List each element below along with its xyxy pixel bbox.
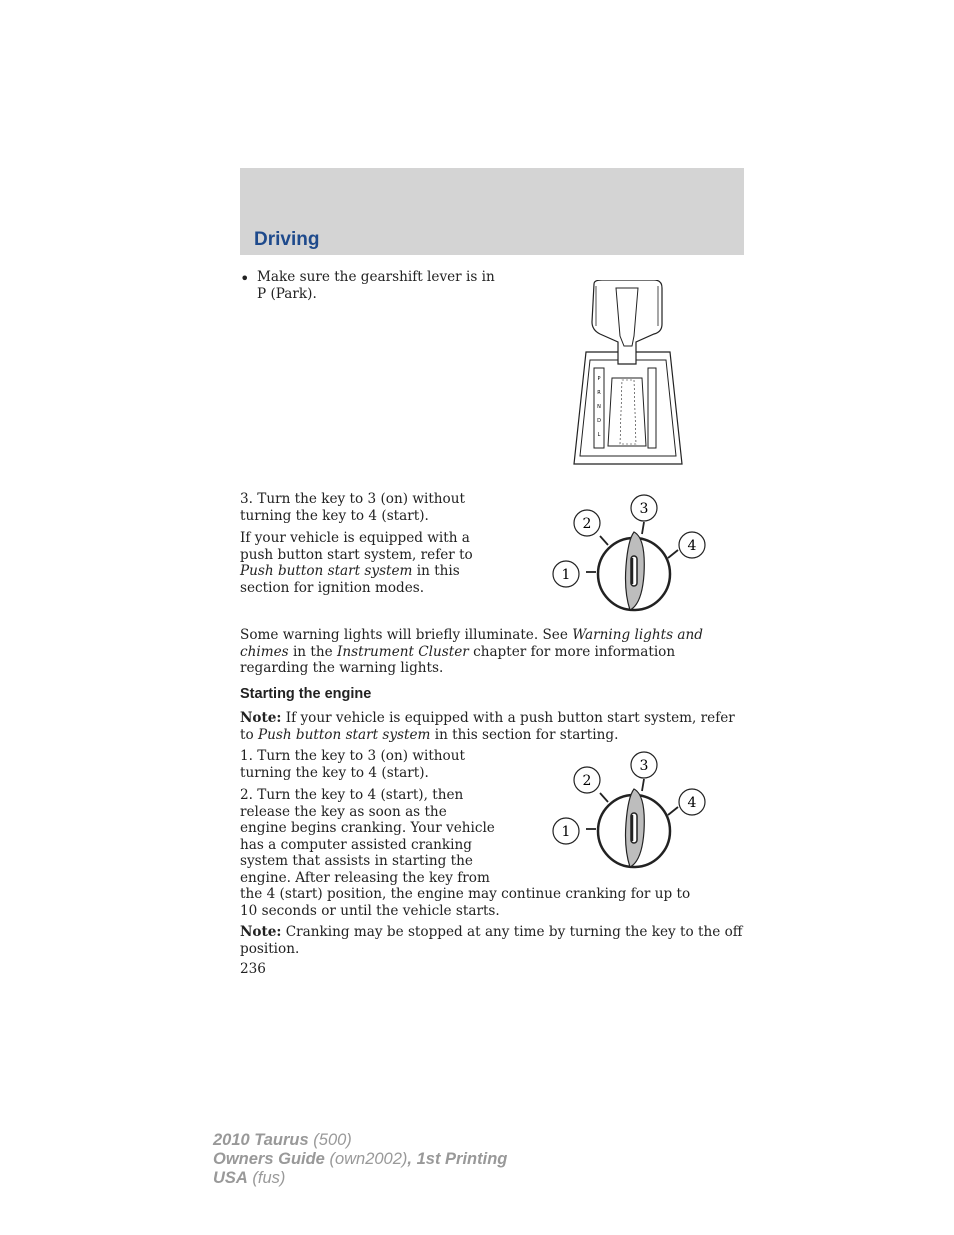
- gear-label-l: L: [597, 432, 601, 438]
- ignition-label-2: 2: [582, 516, 592, 532]
- section-header-band: [240, 168, 744, 255]
- bullet-marker: •: [240, 269, 250, 288]
- ignition-label-4: 4: [687, 538, 697, 554]
- ignition-label-3: 3: [639, 501, 649, 517]
- ignition-diagram-2: [548, 749, 712, 873]
- ignition-label-1: 1: [561, 567, 571, 583]
- note-push-button: Note: If your vehicle is equipped with a push button start system, refer to Push button start system in this section for starting.: [240, 710, 735, 743]
- step-3-line2: turning the key to 4 (start).: [240, 507, 429, 524]
- page-number: 236: [240, 961, 266, 977]
- ignition-label-1: 1: [561, 824, 571, 840]
- bullet-text: Make sure the gearshift lever is in P (Park).: [257, 269, 495, 302]
- push-button-paragraph: If your vehicle is equipped with a push button start system, refer to Push button start system in this section for ignition modes.: [240, 530, 473, 596]
- note-cranking: Note: Cranking may be stopped at any time by turning the key to the off position.: [240, 924, 743, 957]
- ignition-label-3: 3: [639, 758, 649, 774]
- warning-lights-paragraph: Some warning lights will briefly illuminate. See Warning lights and chimes in the Instrument Cluster chapter for more information regarding the warning lights.: [240, 627, 703, 676]
- step-3-line1: 3. Turn the key to 3 (on) without: [240, 491, 465, 507]
- gear-label-d: D: [597, 418, 601, 424]
- footer-publication-info: 2010 Taurus (500) Owners Guide (own2002), 1st Printing USA (fus): [213, 1131, 508, 1187]
- ignition-label-2: 2: [582, 773, 592, 789]
- ignition-diagram-1: [548, 492, 712, 616]
- gear-label-p: P: [597, 376, 601, 382]
- section-title: Driving: [254, 229, 320, 250]
- ignition-label-4: 4: [687, 795, 697, 811]
- starting-engine-heading: Starting the engine: [240, 686, 372, 702]
- gear-label-n: N: [597, 404, 601, 410]
- push-button-link-text: Push button start system: [240, 563, 413, 579]
- step-2: 2. Turn the key to 4 (start), then release the key as soon as the engine begins cranking. Your vehicle has a computer assisted cranking system that assists in starting the engine. After releasing the key from the 4 (start) position, the engine may continue cranking for up to 10 seconds or until the vehicle starts.: [240, 787, 691, 919]
- step-1: 1. Turn the key to 3 (on) without turning the key to 4 (start).: [240, 748, 465, 781]
- step-3: [240, 491, 500, 524]
- gear-label-r: R: [597, 390, 601, 396]
- gearshift-illustration: [572, 280, 684, 472]
